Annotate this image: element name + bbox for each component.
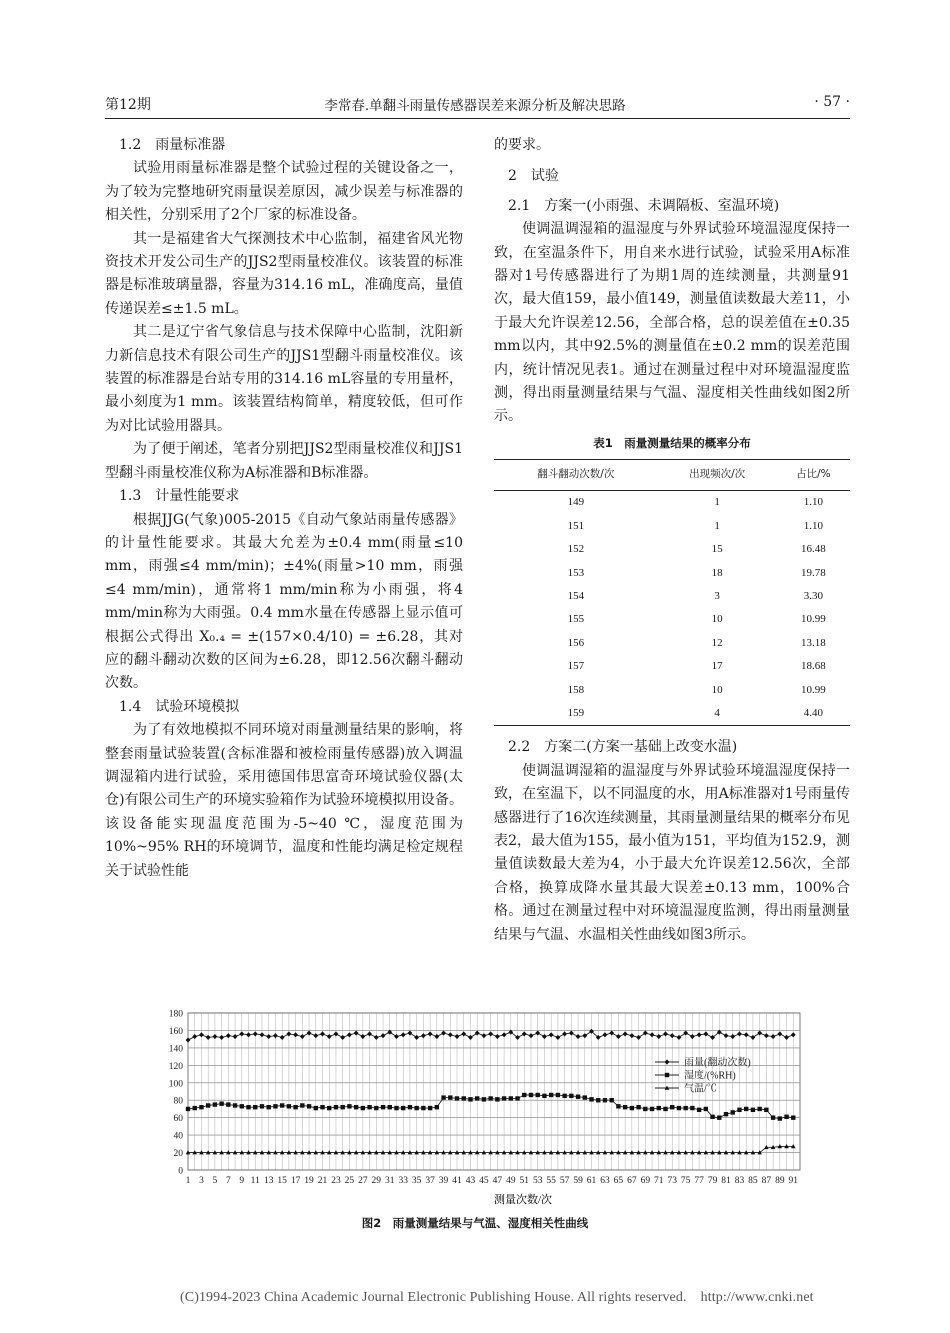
x-tick-label: 15 [277, 1176, 287, 1186]
data-point-humidity [233, 1103, 237, 1107]
x-tick-label: 73 [667, 1176, 677, 1186]
data-point-humidity [246, 1105, 250, 1109]
x-tick-label: 13 [263, 1176, 274, 1186]
data-point-humidity [320, 1105, 324, 1109]
table-row [494, 585, 850, 608]
data-point-humidity [307, 1104, 311, 1108]
table-cell: 155 [567, 613, 585, 626]
x-tick-label: 71 [654, 1176, 664, 1186]
table-cell: 3.30 [803, 589, 823, 602]
table-cell: 3 [714, 589, 720, 602]
data-point-humidity [683, 1106, 687, 1110]
x-tick-label: 57 [559, 1176, 570, 1186]
data-point-humidity [475, 1096, 479, 1100]
data-point-humidity [408, 1105, 412, 1109]
data-point-humidity [441, 1095, 445, 1099]
paragraph: 使调温调湿箱的温湿度与外界试验环境温湿度保持一致，在室温下，以不同温度的水，用A标准器对1号雨量传感器进行了16次连续测量，其雨量测量结果的概率分布见表2，最大值为155，最小值为151，平均值为152.9，测量值读数最大差为4，小于最大允许误差12.56次，全部合格，换算成降水量其最大误差±0.13 mm，100%合格。通过在测量过程中对环境温湿度监测，得出雨量测量结果与气温、水温相关性曲线如图3所示。 [494, 762, 850, 943]
y-tick-label: 180 [168, 1009, 183, 1020]
table-cell: 4.40 [777, 702, 850, 726]
data-point-humidity [300, 1103, 304, 1107]
data-point-humidity [704, 1107, 708, 1111]
data-point-humidity [488, 1096, 492, 1100]
table-row [494, 608, 850, 631]
data-point-humidity [536, 1093, 540, 1097]
x-tick-label: 27 [358, 1176, 368, 1186]
page-number: · 57 · [814, 94, 850, 110]
x-tick-label: 49 [506, 1176, 516, 1186]
data-point-humidity [495, 1097, 499, 1101]
data-point-humidity [314, 1106, 318, 1110]
data-point-humidity [589, 1097, 593, 1101]
x-tick-label: 45 [479, 1176, 489, 1186]
x-axis-ticks [186, 1176, 799, 1186]
x-tick-label: 33 [398, 1176, 408, 1186]
data-point-humidity [361, 1106, 365, 1110]
x-tick-label: 11 [250, 1176, 260, 1186]
section-2-2-title: 2.2 方案二(方案一基础上改变水温) [508, 739, 738, 756]
table-header: 占比/% [777, 459, 850, 490]
x-tick-label: 1 [185, 1176, 191, 1186]
data-point-humidity [240, 1104, 244, 1108]
data-point-humidity [657, 1106, 661, 1110]
y-tick-label: 60 [173, 1114, 183, 1125]
data-point-humidity [267, 1105, 271, 1109]
section-1-4-title: 1.4 试验环境模拟 [119, 698, 240, 715]
x-tick-label: 75 [680, 1176, 691, 1186]
data-point-humidity [636, 1105, 640, 1109]
data-point-humidity [293, 1105, 297, 1109]
data-point-humidity [253, 1105, 257, 1109]
table-cell: 4 [658, 702, 777, 726]
data-point-humidity [468, 1097, 472, 1101]
table-row [494, 702, 850, 726]
data-point-humidity [609, 1098, 613, 1102]
paragraph-continuation: 的要求。 [494, 137, 550, 153]
table-cell: 154 [567, 589, 585, 602]
data-point-humidity [401, 1106, 405, 1110]
x-tick-label: 35 [411, 1176, 422, 1186]
legend-label: 湿度/(%RH) [684, 1070, 736, 1082]
x-tick-label: 39 [438, 1176, 449, 1186]
data-point-humidity [287, 1104, 291, 1108]
x-tick-label: 85 [748, 1176, 758, 1186]
y-tick-label: 140 [168, 1044, 183, 1055]
probability-table [494, 459, 850, 726]
data-point-humidity [455, 1096, 459, 1100]
legend-marker [665, 1073, 669, 1077]
table-row [494, 491, 850, 515]
x-tick-label: 81 [721, 1176, 731, 1186]
data-point-humidity [388, 1105, 392, 1109]
x-tick-label: 19 [304, 1176, 314, 1186]
table-header: 出现频次/次 [658, 459, 777, 490]
data-point-humidity [206, 1103, 210, 1107]
table-cell: 18 [711, 566, 723, 579]
data-point-humidity [569, 1094, 573, 1098]
table-cell: 10.99 [800, 683, 826, 696]
issue-number: 第12期 [105, 97, 151, 113]
data-point-humidity [663, 1107, 667, 1111]
data-point-humidity [549, 1093, 553, 1097]
x-tick-label: 5 [212, 1176, 218, 1186]
copyright-footer: (C)1994-2023 China Academic Journal Electronic Publishing House. All rights reserved. http://www.cnki.net [180, 1290, 814, 1305]
table-cell: 10 [711, 683, 723, 696]
x-tick-label: 63 [600, 1176, 610, 1186]
data-point-humidity [260, 1104, 264, 1108]
data-point-humidity [562, 1094, 566, 1098]
x-tick-label: 89 [775, 1176, 785, 1186]
x-tick-label: 69 [640, 1176, 651, 1186]
table-cell: 1.10 [803, 496, 823, 509]
data-point-humidity [448, 1095, 452, 1099]
x-tick-label: 3 [199, 1176, 204, 1186]
table-cell: 151 [567, 519, 585, 532]
x-tick-label: 61 [586, 1176, 597, 1186]
data-point-humidity [414, 1106, 418, 1110]
x-tick-label: 53 [532, 1176, 543, 1186]
x-tick-label: 25 [344, 1176, 355, 1186]
data-point-humidity [421, 1106, 425, 1110]
data-point-humidity [482, 1097, 486, 1101]
data-point-humidity [381, 1105, 385, 1109]
data-point-humidity [226, 1102, 230, 1106]
table-row [494, 538, 850, 561]
section-2-title: 2 试验 [508, 168, 559, 185]
section-1-3-title: 1.3 计量性能要求 [119, 488, 240, 505]
data-point-humidity [643, 1107, 647, 1111]
table-cell: 17 [711, 660, 723, 673]
section-1-2-title: 1.2 雨量标准器 [119, 137, 226, 153]
running-title: 李常春.单翻斗雨量传感器误差来源分析及解决思路 [324, 98, 626, 114]
table-cell: 149 [567, 496, 585, 509]
table-cell: 12 [711, 636, 723, 649]
table-cell: 1 [714, 519, 720, 532]
data-point-humidity [542, 1094, 546, 1098]
data-point-humidity [596, 1098, 600, 1102]
left-column [105, 134, 463, 883]
x-tick-label: 29 [371, 1176, 382, 1186]
data-point-humidity [327, 1106, 331, 1110]
x-tick-label: 51 [519, 1176, 530, 1186]
data-point-humidity [374, 1106, 378, 1110]
data-point-humidity [529, 1093, 533, 1097]
data-point-humidity [737, 1108, 741, 1112]
x-tick-label: 67 [627, 1176, 637, 1186]
x-tick-label: 91 [788, 1176, 799, 1186]
table-cell: 159 [494, 702, 658, 726]
data-point-humidity [751, 1108, 755, 1112]
data-point-humidity [213, 1102, 217, 1106]
table-row [494, 632, 850, 655]
data-point-humidity [764, 1108, 768, 1112]
x-tick-label: 87 [761, 1176, 772, 1186]
y-tick-label: 120 [168, 1061, 183, 1072]
correlation-chart [150, 1005, 810, 1210]
x-tick-label: 83 [734, 1176, 745, 1186]
table-cell: 1.10 [803, 519, 823, 532]
data-point-humidity [462, 1096, 466, 1100]
table-cell: 18.68 [800, 660, 826, 673]
data-point-humidity [784, 1115, 788, 1119]
table-cell: 16.48 [800, 543, 826, 556]
data-point-humidity [771, 1115, 775, 1119]
table-cell: 15 [711, 543, 723, 556]
y-axis-ticks [169, 1010, 184, 1177]
data-point-humidity [697, 1108, 701, 1112]
x-tick-label: 55 [546, 1176, 556, 1186]
paragraph: 使调温调湿箱的温湿度与外界试验环境温湿度保持一致，在室温条件下，用自来水进行试验，试验采用A标准器对1号传感器进行了为期1周的连续测量，共测量91次，最大值159，最小值149，测量值读数最大差11，小于最大允许误差12.56，全部合格，总的误差值在±0.35 mm以内，其中92.5%的测量值在±0.2 mm的误差范围内，统计情况见表1。通过在测量过程中对环境温湿度监测，得出雨量测量结果与气温、湿度相关性曲线如图2所示。 [494, 221, 850, 425]
paragraph: 根据JJG(气象)005-2015《自动气象站雨量传感器》的计量性能要求。其最大允差为±0.4 mm(雨量≤10 mm，雨强≤4 mm/min)；±4%(雨量>10 mm，雨强≤4 mm/min)，通常将1 mm/min称为小雨强，将4 mm/min称为大雨强。0.4 mm水量在传感器上显示值可根据公式得出 X₀.₄ = ±(157×0.4/10) = ±6.28，其对应的翻斗翻动次数的区间为±6.28，即12.56次翻斗翻动次数。 [105, 511, 463, 692]
figure-caption: 图2 雨量测量结果与气温、湿度相关性曲线 [361, 1216, 589, 1230]
y-tick-label: 100 [168, 1079, 183, 1090]
data-point-humidity [616, 1104, 620, 1108]
paragraph: 试验用雨量标准器是整个试验过程的关键设备之一，为了较为完整地研究雨量误差原因，减少误差与标准器的相关性，分别采用了2个厂家的标准设备。 [105, 160, 463, 224]
data-point-humidity [280, 1103, 284, 1107]
table-cell: 158 [567, 683, 585, 696]
table-row [494, 562, 850, 585]
data-point-humidity [273, 1104, 277, 1108]
legend-label: 气温/℃ [684, 1083, 717, 1095]
data-point-humidity [791, 1115, 795, 1119]
data-point-humidity [522, 1093, 526, 1097]
x-tick-label: 7 [225, 1176, 231, 1186]
x-tick-label: 59 [573, 1176, 583, 1186]
table-cell: 156 [567, 636, 585, 649]
data-point-humidity [731, 1110, 735, 1114]
data-point-humidity [690, 1106, 694, 1110]
data-point-humidity [650, 1107, 654, 1111]
x-tick-label: 65 [613, 1176, 624, 1186]
data-point-humidity [354, 1105, 358, 1109]
right-column [494, 134, 850, 947]
table-cell: 157 [567, 660, 585, 673]
section-2-1-title: 2.1 方案一(小雨强、未调隔板、室温环境) [508, 197, 780, 214]
x-axis-label: 测量次数/次 [493, 1194, 553, 1206]
x-tick-label: 41 [452, 1176, 462, 1186]
x-tick-label: 43 [465, 1176, 476, 1186]
data-point-humidity [757, 1107, 761, 1111]
paragraph: 为了有效地模拟不同环境对雨量测量结果的影响，将整套雨量试验装置(含标准器和被检雨量传感器)放入调温调湿箱内进行试验，采用德国伟思富奇环境试验仪器(太仓)有限公司生产的环境实验箱作为试验环境模拟用设备。该设备能实现温度范围为-5~40 ℃，湿度范围为10%~95% RH的环境调节，温度和性能均满足检定规程关于试验性能 [105, 722, 463, 879]
data-point-humidity [186, 1107, 190, 1111]
data-point-humidity [428, 1106, 432, 1110]
data-point-humidity [677, 1106, 681, 1110]
y-tick-label: 40 [173, 1131, 183, 1142]
data-point-humidity [744, 1107, 748, 1111]
x-tick-label: 17 [290, 1176, 301, 1186]
data-point-humidity [724, 1112, 728, 1116]
x-tick-label: 77 [694, 1176, 704, 1186]
data-point-humidity [717, 1115, 721, 1119]
y-tick-label: 0 [178, 1166, 183, 1177]
table-caption: 表1 雨量测量结果的概率分布 [593, 435, 751, 450]
x-tick-label: 23 [331, 1176, 341, 1186]
table-cell: 152 [567, 543, 585, 556]
table-row [494, 679, 850, 702]
data-point-humidity [509, 1096, 513, 1100]
table-cell: 10.99 [800, 613, 826, 626]
header-rule [105, 118, 850, 119]
data-point-humidity [630, 1106, 634, 1110]
x-tick-label: 31 [385, 1176, 395, 1186]
table-row [494, 515, 850, 538]
table-header: 翻斗翻动次数/次 [494, 459, 658, 490]
data-point-humidity [576, 1095, 580, 1099]
data-point-humidity [515, 1096, 519, 1100]
paragraph: 其一是福建省大气探测技术中心监制，福建省风光物资技术开发公司生产的JJS2型雨量校准仪。该装置的标准器是标准玻璃量器，容量为314.16 mL，准确度高，量值传递误差≤±1.5 mL。 [105, 230, 463, 317]
data-point-humidity [199, 1105, 203, 1109]
data-point-humidity [583, 1095, 587, 1099]
y-tick-label: 160 [168, 1026, 183, 1037]
data-point-humidity [710, 1115, 714, 1119]
data-point-humidity [219, 1102, 223, 1106]
data-point-humidity [347, 1104, 351, 1108]
data-point-humidity [556, 1093, 560, 1097]
table-row [494, 655, 850, 678]
table-cell: 13.18 [800, 636, 826, 649]
paragraph: 其二是辽宁省气象信息与技术保障中心监制，沈阳新力新信息技术有限公司生产的JJS1型翻斗雨量校准仪。该装置的标准器是台站专用的314.16 mL容量的专用量杯，最小刻度为1 mm。该装置结构简单，精度较低，但可作为对比试验用器具。 [105, 324, 463, 434]
y-tick-label: 80 [173, 1096, 183, 1107]
data-point-humidity [623, 1105, 627, 1109]
data-point-humidity [367, 1105, 371, 1109]
legend-label: 雨量(翻动次数) [684, 1057, 751, 1069]
table-cell: 10 [711, 613, 723, 626]
y-tick-label: 20 [173, 1149, 183, 1160]
data-point-humidity [670, 1105, 674, 1109]
x-tick-label: 9 [239, 1176, 245, 1186]
x-tick-label: 37 [425, 1176, 435, 1186]
table-cell: 153 [567, 566, 585, 579]
x-tick-label: 21 [317, 1176, 328, 1186]
data-point-humidity [603, 1098, 607, 1102]
data-point-humidity [193, 1106, 197, 1110]
table-cell: 19.78 [800, 566, 826, 579]
data-point-humidity [340, 1105, 344, 1109]
data-point-humidity [394, 1106, 398, 1110]
x-tick-label: 79 [707, 1176, 718, 1186]
x-tick-label: 47 [492, 1176, 503, 1186]
data-point-humidity [435, 1105, 439, 1109]
data-point-humidity [502, 1096, 506, 1100]
data-point-humidity [334, 1105, 338, 1109]
data-point-humidity [778, 1116, 782, 1120]
paragraph: 为了便于阐述，笔者分别把JJS2型雨量校准仪和JJS1型翻斗雨量校准仪称为A标准器和B标准器。 [105, 441, 463, 481]
table-cell: 1 [714, 496, 720, 509]
